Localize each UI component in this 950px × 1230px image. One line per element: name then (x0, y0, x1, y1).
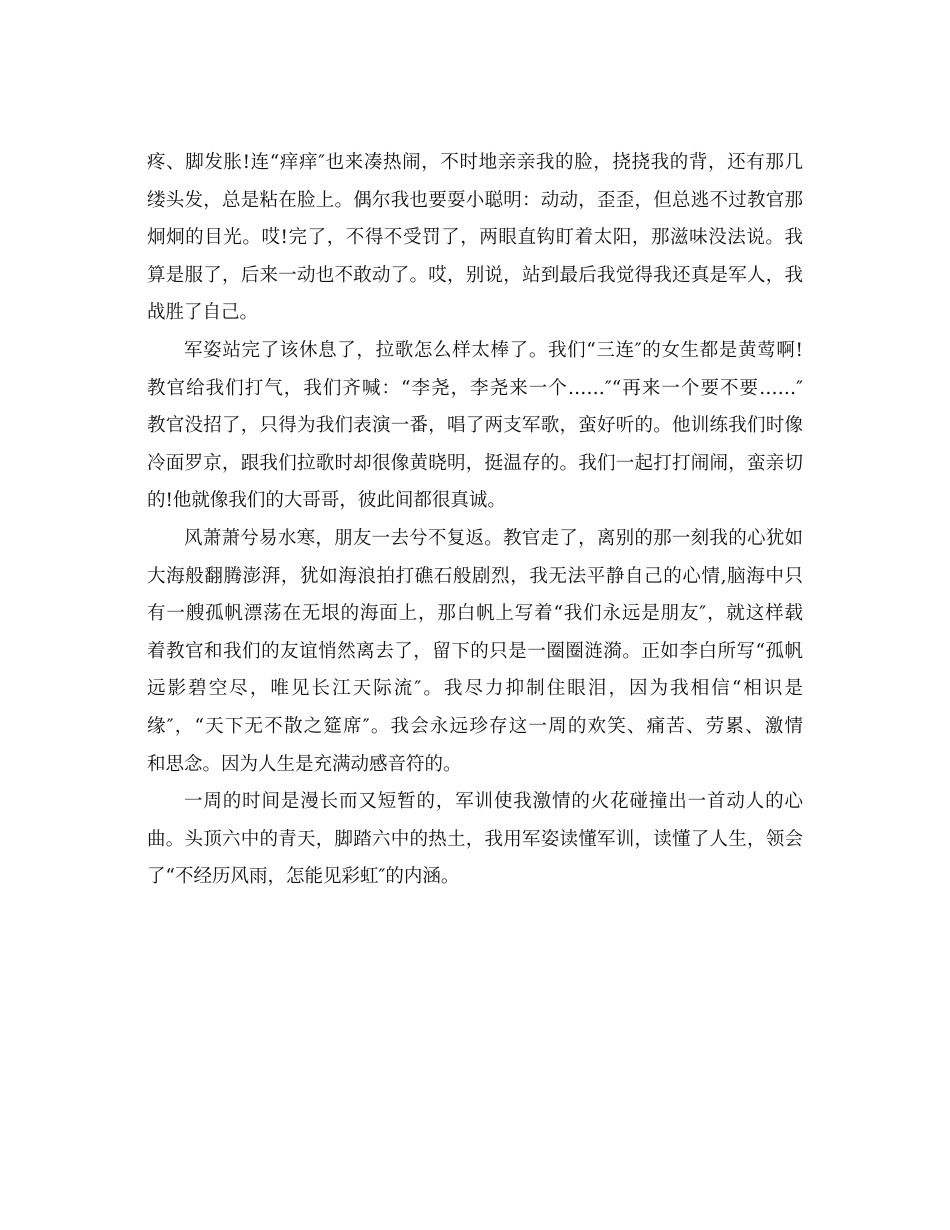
paragraph-2-line-4: 冷面罗京，跟我们拉歌时却很像黄晓明，挺温存的。我们一起打打闹闹，蛮亲切 (147, 452, 803, 474)
paragraph-1-line-4: 算是服了，后来一动也不敢动了。哎，别说，站到最后我觉得我还真是军人，我 (147, 264, 803, 286)
paragraph-4 (147, 783, 803, 896)
paragraph-3-line-7: 和思念。因为人生是充满动感音符的。 (147, 753, 462, 775)
paragraph-3-line-5: 远影碧空尽，唯见长江天际流″。我尽力抑制住眼泪，因为我相信“相识是 (147, 678, 803, 700)
document-body (147, 144, 803, 896)
paragraph-2-line-1: 军姿站完了该休息了，拉歌怎么样太棒了。我们“三连″的女生都是黄莺啊! (184, 339, 803, 361)
paragraph-3-line-1: 风萧萧兮易水寒，朋友一去兮不复返。教官走了，离别的那一刻我的心犹如 (184, 527, 803, 549)
paragraph-3-line-2: 大海般翻腾澎湃，犹如海浪拍打礁石般剧烈，我无法平静自己的心情,脑海中只 (147, 565, 803, 587)
paragraph-4-line-1: 一周的时间是漫长而又短暂的，军训使我激情的火花碰撞出一首动人的心 (184, 791, 803, 813)
paragraph-1-line-3: 炯炯的目光。哎!完了，不得不受罚了，两眼直钩盯着太阳，那滋味没法说。我 (147, 227, 803, 249)
paragraph-1-line-1: 疼、脚发胀!连“痒痒″也来凑热闹，不时地亲亲我的脸，挠挠我的背，还有那几 (147, 152, 803, 173)
paragraph-4-line-3: 了“不经历风雨，怎能见彩虹″的内涵。 (147, 866, 460, 888)
paragraph-3-line-4: 着教官和我们的友谊悄然离去了，留下的只是一圈圈涟漪。正如李白所写“孤帆 (147, 640, 803, 662)
paragraph-2-line-5: 的!他就像我们的大哥哥，彼此间都很真诚。 (147, 490, 506, 512)
paragraph-1 (147, 144, 803, 332)
paragraph-3 (147, 520, 803, 783)
paragraph-1-line-2: 缕头发，总是粘在脸上。偶尔我也要耍小聪明：动动，歪歪，但总逃不过教官那 (147, 189, 803, 211)
paragraph-3-line-3: 有一艘孤帆漂荡在无垠的海面上，那白帆上写着“我们永远是朋友″，就这样载 (147, 603, 803, 625)
paragraph-4-line-2: 曲。头顶六中的青天，脚踏六中的热土，我用军姿读懂军训，读懂了人生，领会 (147, 828, 803, 850)
paragraph-2 (147, 332, 803, 520)
paragraph-2-line-3: 教官没招了，只得为我们表演一番，唱了两支军歌，蛮好听的。他训练我们时像 (147, 415, 803, 437)
paragraph-1-line-5: 战胜了自己。 (147, 302, 259, 324)
paragraph-2-line-2: 教官给我们打气，我们齐喊：“李尧，李尧来一个……″“再来一个要不要……″ (147, 377, 803, 399)
paragraph-3-line-6: 缘″，“天下无不散之筵席″。我会永远珍存这一周的欢笑、痛苦、劳累、激情 (147, 715, 803, 737)
